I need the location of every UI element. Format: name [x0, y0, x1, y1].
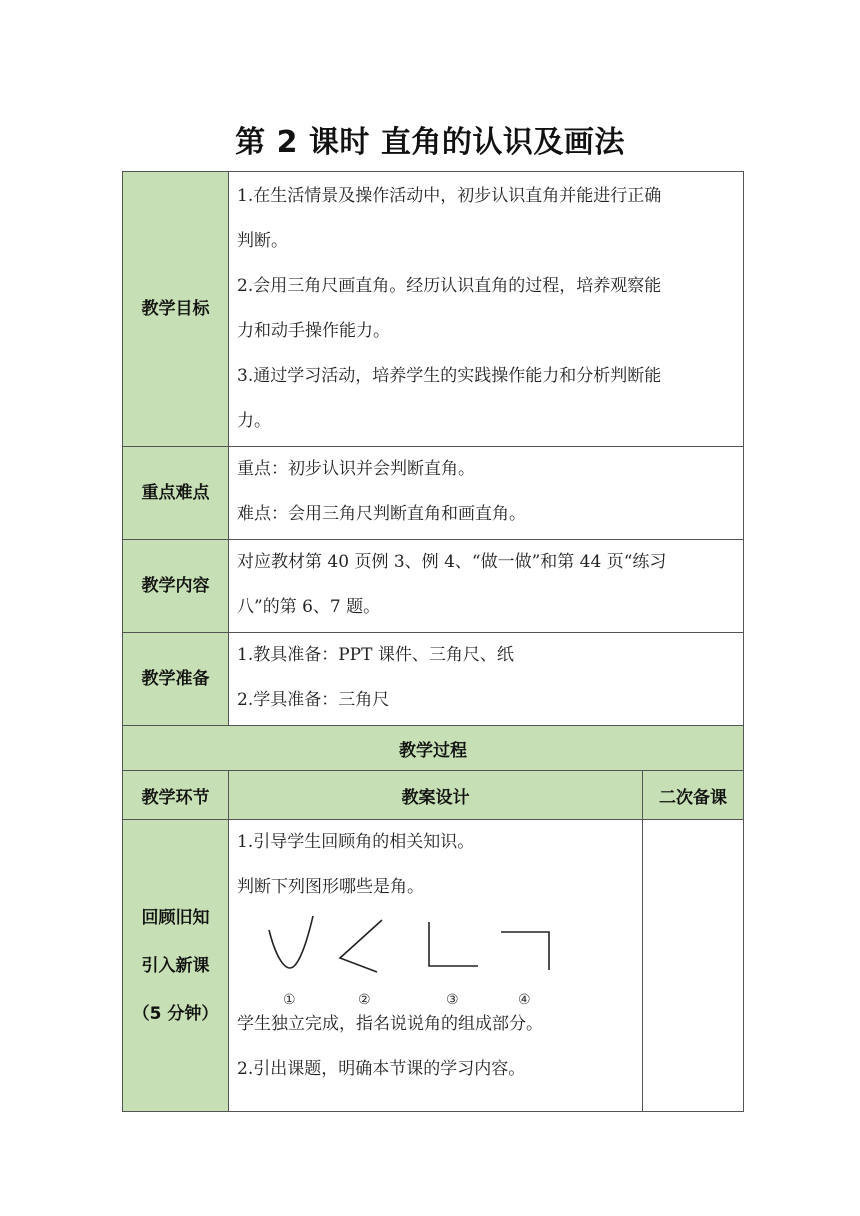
- stage1-label: [123, 820, 229, 1112]
- stage1-label-line: 引入新课: [141, 955, 210, 976]
- figure-label: ③: [446, 992, 459, 1008]
- column-header-revision: 二次备课: [643, 771, 744, 820]
- key-points-content: [229, 447, 744, 540]
- process-header-row: [123, 726, 744, 771]
- objectives-line: 力。: [237, 411, 271, 431]
- objectives-label: 教学目标: [123, 172, 229, 447]
- figure-angle-shape: [340, 920, 382, 972]
- figure-corner-shape: [501, 932, 549, 970]
- preparation-line: 2.学具准备：三角尺: [237, 690, 390, 710]
- objectives-line: 2.会用三角尺画直角。经历认识直角的过程，培养观察能: [237, 276, 662, 296]
- stage1-line: 1.引导学生回顾角的相关知识。: [237, 832, 475, 852]
- page-title: 第 2 课时 直角的认识及画法: [235, 125, 625, 160]
- objectives-line: 1.在生活情景及操作活动中，初步认识直角并能进行正确: [237, 186, 662, 206]
- stage1-design: [229, 820, 643, 1112]
- content-content: [229, 540, 744, 633]
- figure-curve-shape: [269, 916, 313, 968]
- stage1-row: [123, 820, 744, 1112]
- angle-shapes: [237, 910, 637, 1002]
- objectives-line: 3.通过学习活动，培养学生的实践操作能力和分析判断能: [237, 366, 662, 386]
- lesson-plan-table: [122, 171, 744, 1112]
- stage1-label-line: （5 分钟）: [132, 1003, 219, 1024]
- angle-figure: [237, 910, 634, 1008]
- stage1-line: 2.引出课题，明确本节课的学习内容。: [237, 1059, 526, 1079]
- figure-right-angle-shape: [429, 922, 478, 966]
- objectives-content: [229, 172, 744, 447]
- stage1-label-line: 回顾旧知: [141, 907, 210, 928]
- preparation-label: 教学准备: [123, 633, 229, 726]
- stage1-line: 判断下列图形哪些是角。: [237, 877, 424, 897]
- preparation-line: 1.教具准备：PPT 课件、三角尺、纸: [237, 645, 514, 665]
- preparation-content: [229, 633, 744, 726]
- content-line: 对应教材第 40 页例 3、例 4、“做一做”和第 44 页“练习: [237, 552, 667, 572]
- process-header: 教学过程: [123, 726, 744, 771]
- content-row: [123, 540, 744, 633]
- figure-label: ①: [283, 992, 296, 1008]
- figure-label: ④: [518, 992, 531, 1008]
- key-point-line: 重点：初步认识并会判断直角。: [237, 459, 475, 479]
- content-label: 教学内容: [123, 540, 229, 633]
- key-points-row: [123, 447, 744, 540]
- column-header-stage: 教学环节: [123, 771, 229, 820]
- objectives-row: [123, 172, 744, 447]
- objectives-line: 判断。: [237, 231, 288, 251]
- stage1-revision: [643, 820, 744, 1112]
- column-header-design: 教案设计: [229, 771, 643, 820]
- preparation-row: [123, 633, 744, 726]
- stage1-line: 学生独立完成，指名说说角的组成部分。: [237, 1014, 543, 1034]
- key-points-label: 重点难点: [123, 447, 229, 540]
- content-line: 八”的第 6、7 题。: [237, 597, 381, 617]
- column-header-row: [123, 771, 744, 820]
- figure-label: ②: [358, 992, 371, 1008]
- objectives-line: 力和动手操作能力。: [237, 321, 390, 341]
- key-point-line: 难点：会用三角尺判断直角和画直角。: [237, 504, 526, 524]
